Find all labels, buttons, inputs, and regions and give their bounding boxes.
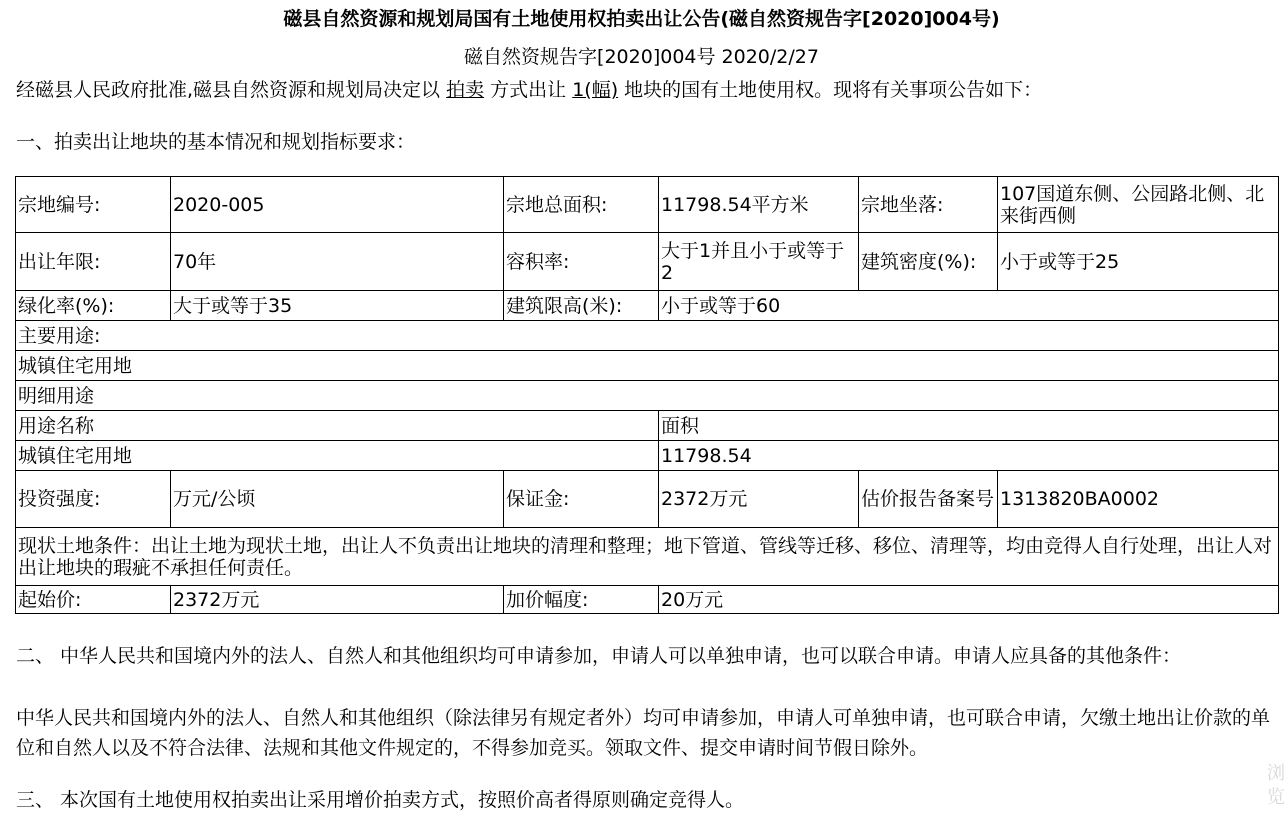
use-area-value: 11798.54 [659,441,1279,471]
page-title: 磁县自然资源和规划局国有土地使用权拍卖出让公告(磁自然资规告字[2020]004号) [283,8,1000,30]
investment-intensity-label: 投资强度: [16,471,171,528]
parcel-number-value: 2020-005 [171,177,504,233]
building-density-label: 建筑密度(%): [859,233,998,291]
section-3-heading: 三、 本次国有土地使用权拍卖出让采用增价拍卖方式，按照价高者得原则确定竞得人。 [16,789,745,811]
total-area-label: 宗地总面积: [504,177,659,233]
intro-method: 拍卖 [446,79,485,101]
table-row [16,528,1279,586]
plot-ratio-label: 容积率: [504,233,659,291]
watermark-text: 浏览 [1267,763,1285,808]
green-rate-value: 大于或等于35 [171,291,504,321]
investment-intensity-value: 万元/公顷 [171,471,504,528]
section-2-body: 中华人民共和国境内外的法人、自然人和其他组织（除法律另有规定者外）均可申请参加，申请人可单独申请，也可联合申请，欠缴土地出让价款的单位和自然人以及不符合法律、法规和其他文件规定的，不得参加竞买。领取文件、提交申请时间节假日除外。 [16,707,1271,759]
starting-price-label: 起始价: [16,586,171,614]
section-2-heading: 二、 中华人民共和国境内外的法人、自然人和其他组织均可申请参加，申请人可以单独申请，也可以联合申请。申请人应具备的其他条件： [16,645,1182,667]
table-row [16,586,1279,614]
deposit-value: 2372万元 [659,471,859,528]
plot-ratio-value: 大于1并且小于或等于2 [659,233,859,291]
table-row [16,411,1279,441]
height-limit-value: 小于或等于60 [659,291,1279,321]
building-density-value: 小于或等于25 [998,233,1279,291]
total-area-value: 11798.54平方米 [659,177,859,233]
intro-middle: 方式出让 [484,79,573,101]
appraisal-report-value: 1313820BA0002 [998,471,1279,528]
intro-paragraph [16,75,1042,102]
table-row [16,471,1279,528]
green-rate-label: 绿化率(%): [16,291,171,321]
deposit-label: 保证金: [504,471,659,528]
increment-label: 加价幅度: [504,586,659,614]
table-row [16,291,1279,321]
use-name-header: 用途名称 [16,411,659,441]
location-value: 107国道东侧、公园路北侧、北来街西侧 [998,177,1279,233]
land-info-table [15,176,1279,614]
intro-count: 1(幅) [572,79,619,101]
table-row [16,177,1279,233]
main-use-value: 城镇住宅用地 [16,351,1279,381]
section-1-heading: 一、拍卖出让地块的基本情况和规划指标要求： [16,131,416,153]
starting-price-value: 2372万元 [171,586,504,614]
increment-value: 20万元 [659,586,1279,614]
table-row [16,351,1279,381]
detail-use-label: 明细用途 [16,381,1279,411]
table-row [16,233,1279,291]
parcel-number-label: 宗地编号: [16,177,171,233]
area-header: 面积 [659,411,1279,441]
table-row [16,321,1279,351]
term-value: 70年 [171,233,504,291]
land-condition: 现状土地条件：出让土地为现状土地，出让人不负责出让地块的清理和整理；地下管道、管线等迁移、移位、清理等，均由竞得人自行处理，出让人对出让地块的瑕疵不承担任何责任。 [16,528,1279,586]
intro-suffix: 地块的国有土地使用权。现将有关事项公告如下： [618,79,1043,101]
location-label: 宗地坐落: [859,177,998,233]
table-row [16,441,1279,471]
appraisal-report-label: 估价报告备案号 [859,471,998,528]
main-use-label: 主要用途: [16,321,1279,351]
term-label: 出让年限: [16,233,171,291]
announcement-number-date: 磁自然资规告字[2020]004号 2020/2/27 [464,46,819,68]
height-limit-label: 建筑限高(米): [504,291,659,321]
table-row [16,381,1279,411]
use-name-value: 城镇住宅用地 [16,441,659,471]
intro-prefix: 经磁县人民政府批准,磁县自然资源和规划局决定以 [16,79,447,101]
